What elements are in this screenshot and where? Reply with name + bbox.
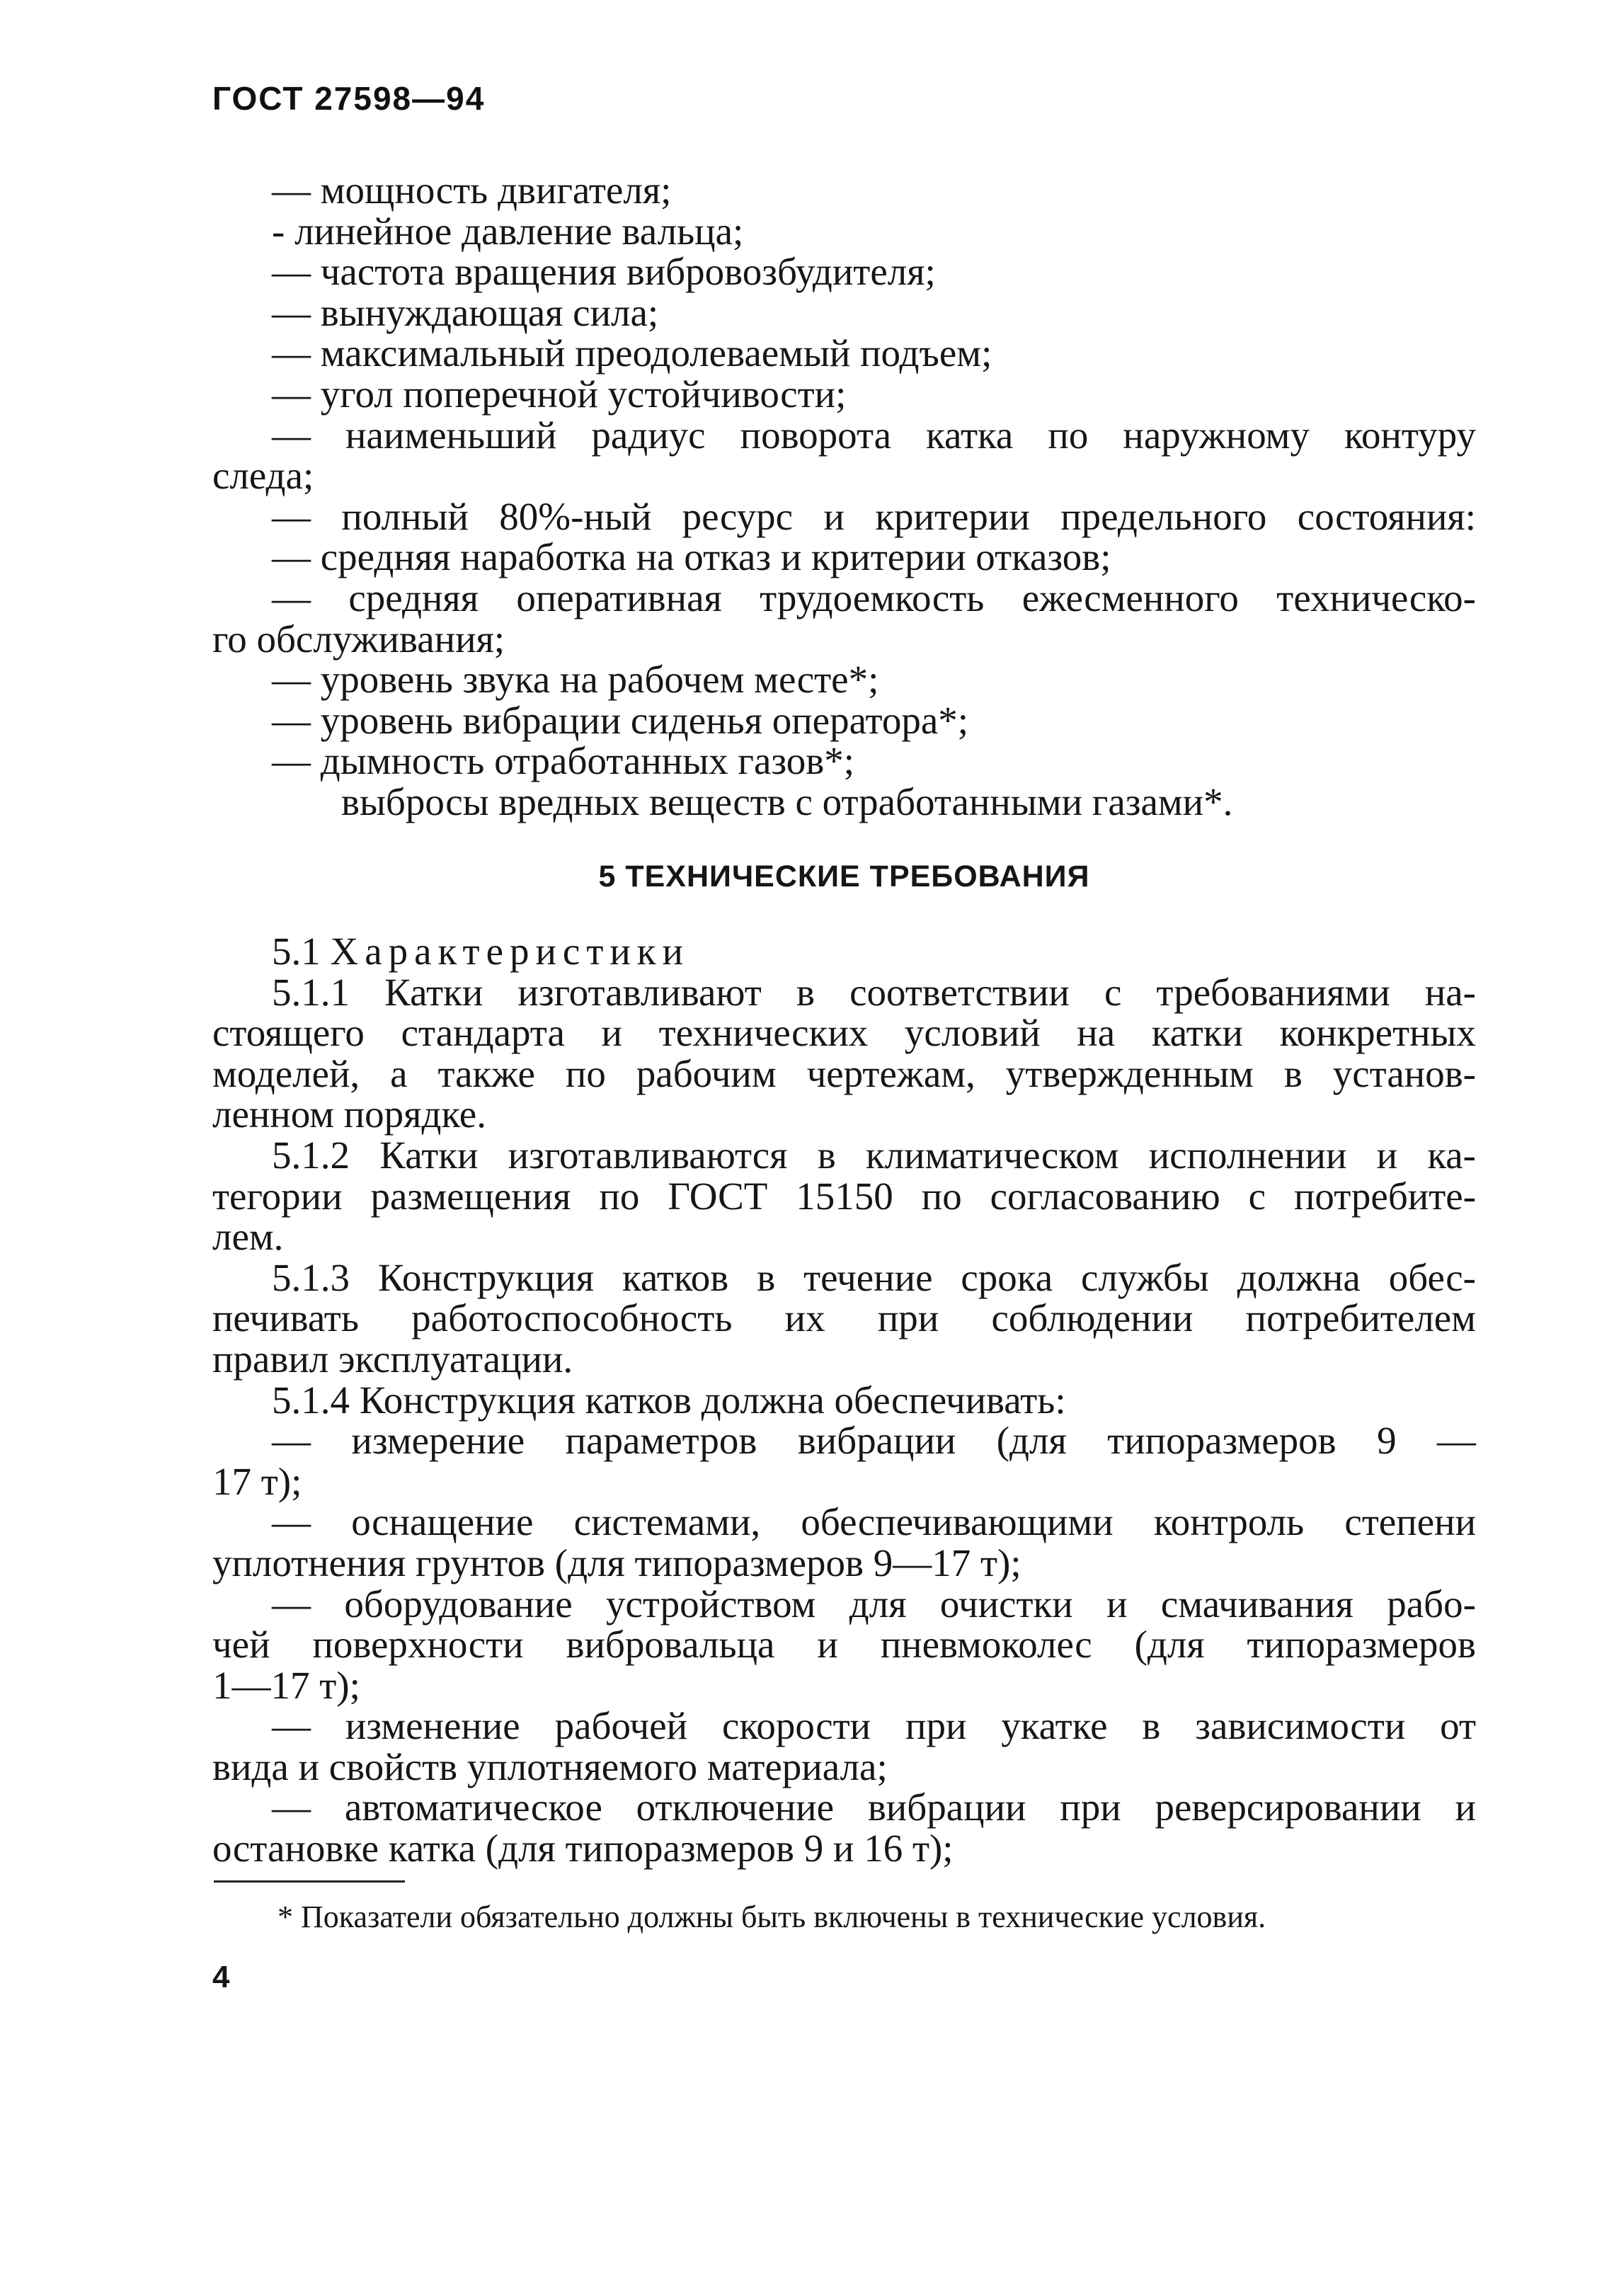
paragraph-line: 5.1.3 Конструкция катков в течение срока службы должна обес-	[272, 1255, 1476, 1299]
parameters-list	[212, 170, 1476, 823]
list-item-continuation: остановке катка (для типоразмеров 9 и 16 т);	[212, 1827, 954, 1871]
list-item: — частота вращения вибровозбудителя;	[272, 250, 936, 294]
list-item: — полный 80%-ный ресурс и критерии предельного состояния:	[272, 494, 1476, 538]
paragraph-line: моделей, а также по рабочим чертежам, утвержденным в установ-	[212, 1051, 1476, 1095]
paragraph-line: лем.	[212, 1215, 284, 1259]
footnote-divider	[214, 1880, 405, 1883]
section-heading: 5 ТЕХНИЧЕСКИЕ ТРЕБОВАНИЯ	[598, 859, 1090, 893]
list-item: — мощность двигателя;	[272, 169, 672, 212]
page-number: 4	[212, 1960, 230, 1994]
list-item: — уровень звука на рабочем месте*;	[272, 658, 879, 702]
list-item: — автоматическое отключение вибрации при реверсировании и	[272, 1786, 1476, 1829]
list-item: — изменение рабочей скорости при укатке в зависимости от	[272, 1704, 1476, 1748]
paragraph-line: тегории размещения по ГОСТ 15150 по согласованию с потребите-	[212, 1174, 1476, 1218]
list-item-continuation: уплотнения грунтов (для типоразмеров 9—17 т);	[212, 1541, 1021, 1584]
standard-code-header: ГОСТ 27598—94	[212, 80, 486, 117]
paragraph-line: стоящего стандарта и технических условий на катки конкретных	[212, 1011, 1476, 1055]
subsection-title: Характеристики	[330, 930, 689, 973]
list-item: — уровень вибрации сиденья оператора*;	[272, 698, 969, 742]
list-item: — дымность отработанных газов*;	[272, 739, 855, 783]
list-item: — угол поперечной устойчивости;	[272, 372, 847, 416]
paragraph-line: ленном порядке.	[212, 1092, 486, 1136]
list-item-continuation: го обслуживания;	[212, 617, 505, 661]
list-item-continuation: следа;	[212, 454, 314, 498]
list-item: — измерение параметров вибрации (для типоразмеров 9 —	[272, 1419, 1476, 1463]
section-body	[212, 931, 1476, 1869]
list-item-continuation: 1—17 т);	[212, 1663, 360, 1707]
subsection-heading	[212, 931, 1476, 972]
paragraph-line: 5.1.2 Катки изготавливаются в климатическом исполнении и ка-	[272, 1133, 1476, 1177]
paragraph-line: 5.1.4 Конструкция катков должна обеспечивать:	[272, 1378, 1066, 1422]
list-item: — оснащение системами, обеспечивающими контроль степени	[272, 1500, 1476, 1544]
list-item: — средняя оперативная трудоемкость ежесменного техническо-	[272, 576, 1476, 619]
list-item-continuation: чей поверхности вибровальца и пневмоколес (для типоразмеров	[212, 1623, 1476, 1667]
paragraph-line: 5.1.1 Катки изготавливают в соответствии с требованиями на-	[272, 970, 1476, 1014]
footnote: * Показатели обязательно должны быть включены в технические условия.	[277, 1900, 1266, 1934]
list-item: выбросы вредных веществ с отработанными газами*.	[341, 779, 1233, 823]
list-item: — вынуждающая сила;	[272, 290, 659, 334]
list-item: — максимальный преодолеваемый подъем;	[272, 331, 992, 375]
subsection-number: 5.1	[272, 930, 321, 973]
list-item: — наименьший радиус поворота катка по наружному контуру	[272, 413, 1476, 457]
list-item-continuation: 17 т);	[212, 1459, 302, 1503]
list-item: — оборудование устройством для очистки и смачивания рабо-	[272, 1582, 1476, 1626]
paragraph-line: правил эксплуатации.	[212, 1337, 573, 1381]
list-item: — средняя наработка на отказ и критерии отказов;	[272, 535, 1111, 579]
list-item: - линейное давление вальца;	[272, 209, 744, 253]
list-item-continuation: вида и свойств уплотняемого материала;	[212, 1744, 888, 1788]
paragraph-line: печивать работоспособность их при соблюдении потребителем	[212, 1296, 1476, 1340]
